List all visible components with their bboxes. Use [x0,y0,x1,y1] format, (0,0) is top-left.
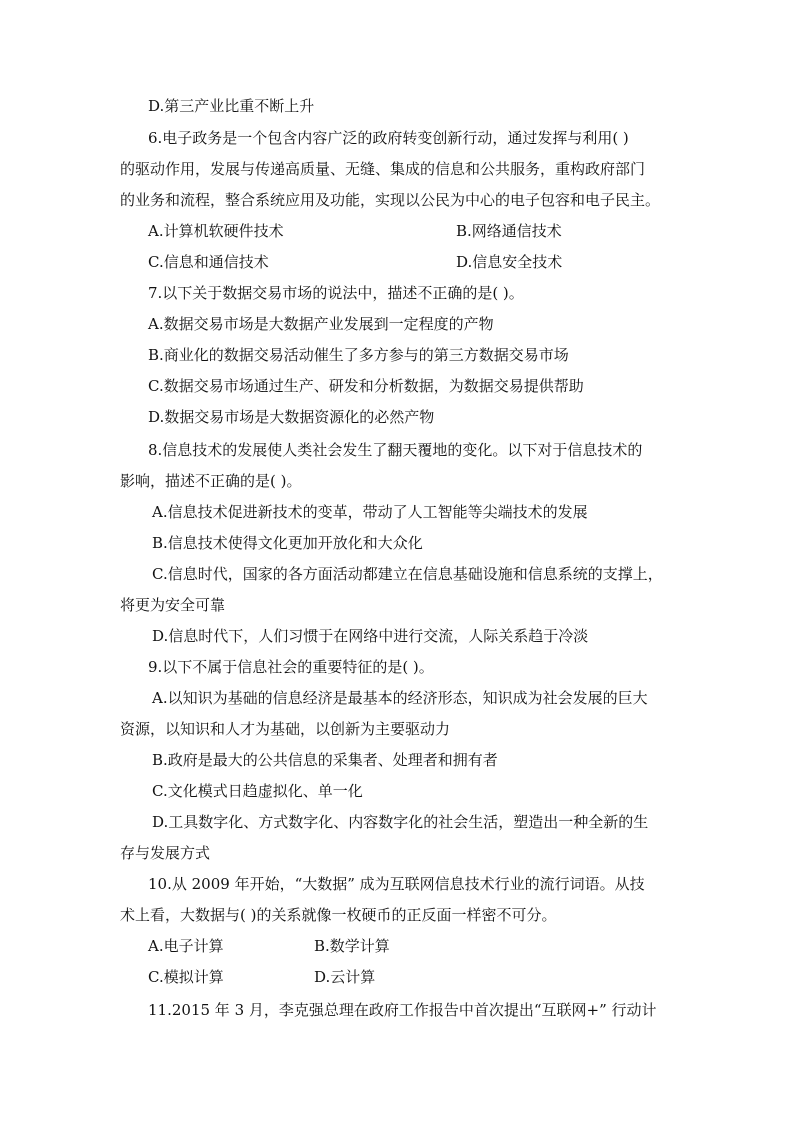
q9-option-d-line-1: D.工具数字化、方式数字化、内容数字化的社会生活，塑造出一种全新的生 [152,813,649,831]
q10-option-d: D.云计算 [314,968,376,986]
q9-stem: 9.以下不属于信息社会的重要特征的是( )。 [148,658,434,676]
q8-option-a: A.信息技术促进新技术的变革，带动了人工智能等尖端技术的发展 [152,503,588,521]
q9-option-c: C.文化模式日趋虚拟化、单一化 [152,782,363,800]
q7-option-a: A.数据交易市场是大数据产业发展到一定程度的产物 [148,315,494,333]
q7-option-b: B.商业化的数据交易活动催生了多方参与的第三方数据交易市场 [148,346,569,364]
q6-option-d: D.信息安全技术 [456,253,563,271]
q6-option-c: C.信息和通信技术 [148,253,269,271]
q5-option-d: D.第三产业比重不断上升 [148,97,315,115]
q7-option-d: D.数据交易市场是大数据资源化的必然产物 [148,408,435,426]
q6-option-a: A.计算机软硬件技术 [148,222,284,240]
q6-stem-line-1: 6.电子政务是一个包含内容广泛的政府转变创新行动，通过发挥与利用( ) [148,129,629,147]
q6-option-b: B.网络通信技术 [456,222,562,240]
q10-option-a: A.电子计算 [148,937,224,955]
q8-stem-line-1: 8.信息技术的发展使人类社会发生了翻天覆地的变化。以下对于信息技术的 [148,441,643,459]
q6-stem-line-2: 的驱动作用，发展与传递高质量、无缝、集成的信息和公共服务，重构政府部门 [120,160,646,178]
q10-stem-line-2: 术上看，大数据与( )的关系就像一枚硬币的正反面一样密不可分。 [120,906,557,924]
q9-option-a-line-1: A.以知识为基础的信息经济是最基本的经济形态，知识成为社会发展的巨大 [152,689,648,707]
q8-option-d: D.信息时代下，人们习惯于在网络中进行交流，人际关系趋于冷淡 [152,627,589,645]
q9-option-a-line-2: 资源，以知识和人才为基础，以创新为主要驱动力 [120,720,451,738]
q8-option-b: B.信息技术使得文化更加开放化和大众化 [152,534,423,552]
q9-option-d-line-2: 存与发展方式 [120,844,211,862]
q10-stem-line-1: 10.从 2009 年开始，“大数据” 成为互联网信息技术行业的流行词语。从技 [148,875,645,893]
q7-stem: 7.以下关于数据交易市场的说法中，描述不正确的是( )。 [148,284,524,302]
q7-option-c: C.数据交易市场通过生产、研发和分析数据，为数据交易提供帮助 [148,377,584,395]
q8-option-c-line-2: 将更为安全可靠 [120,596,226,614]
q10-option-b: B.数学计算 [314,937,390,955]
q8-stem-line-2: 影响，描述不正确的是( )。 [120,472,302,490]
q9-option-b: B.政府是最大的公共信息的采集者、处理者和拥有者 [152,751,498,769]
q8-option-c-line-1: C.信息时代，国家的各方面活动都建立在信息基础设施和信息系统的支撑上， [152,565,663,583]
q6-stem-line-3: 的业务和流程，整合系统应用及功能，实现以公民为中心的电子包容和电子民主。 [120,191,661,209]
q11-stem-line-1: 11.2015 年 3 月，李克强总理在政府工作报告中首次提出“互联网+” 行动计 [148,1001,657,1019]
q10-option-c: C.模拟计算 [148,968,224,986]
